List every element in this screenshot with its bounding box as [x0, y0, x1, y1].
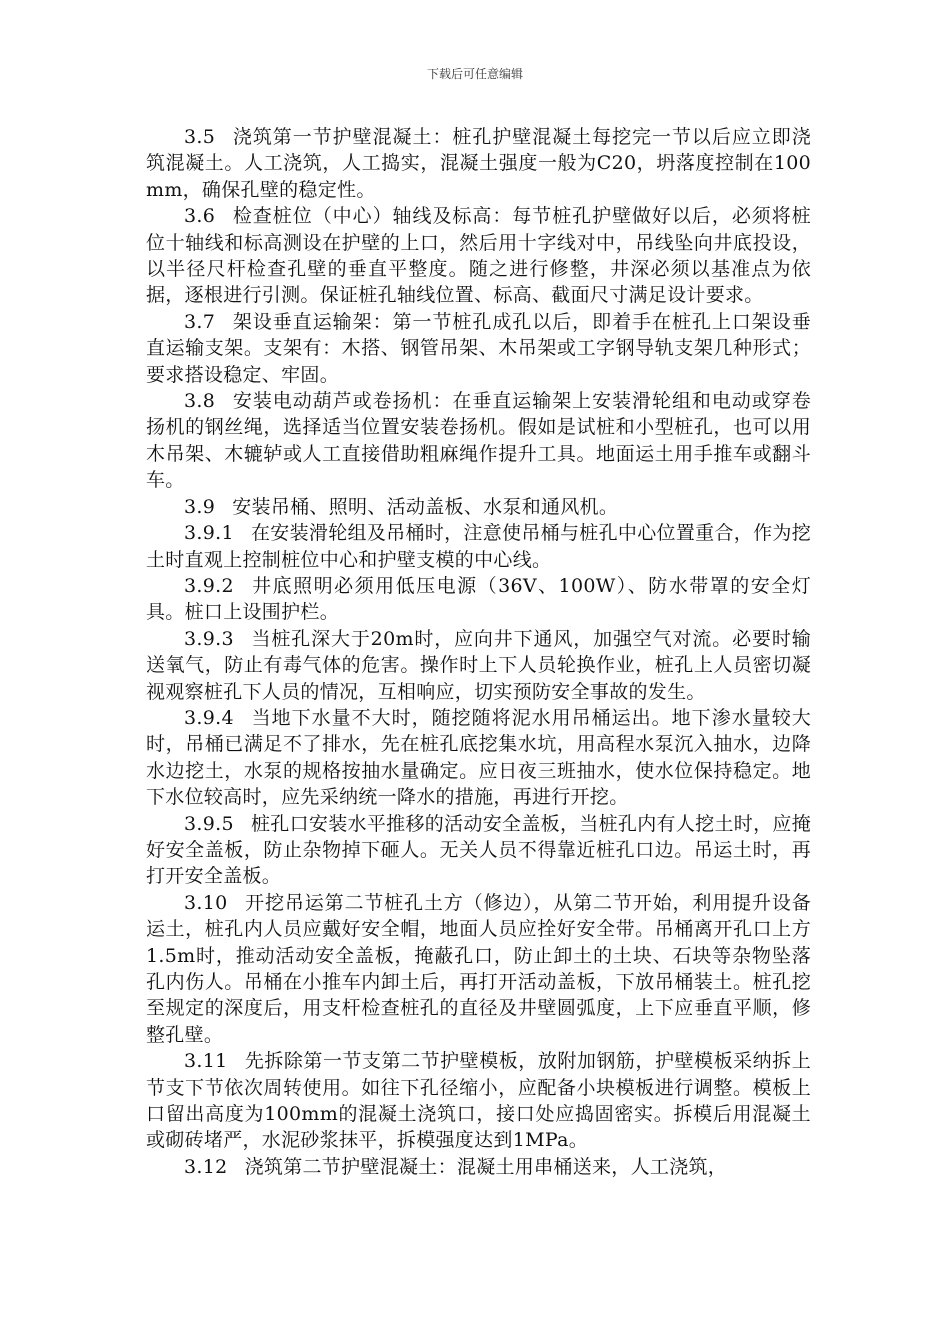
page-header: 下载后可任意编辑 — [426, 67, 523, 81]
paragraph-text: 当桩孔深大于20m时，应向井下通风，加强空气对流。必要时输送氧气，防止有毒气体的危害。操作时上下人员轮换作业，桩孔上人员密切凝视观察桩孔下人员的情况，互相响应，切实预防安全事故的发生。 — [146, 627, 811, 703]
document-body — [146, 124, 811, 1180]
paragraph-text: 架设垂直运输架：第一节桩孔成孔以后，即着手在桩孔上口架设垂直运输支架。支架有：木搭、钢管吊架、木吊架或工字钢导轨支架几种形式；要求搭设稳定、牢固。 — [146, 310, 811, 386]
paragraph-3-9 — [146, 494, 811, 520]
paragraph-text: 浇筑第一节护壁混凝土：桩孔护壁混凝土每挖完一节以后应立即浇筑混凝土。人工浇筑，人工捣实，混凝土强度一般为C20，坍落度控制在100mm，确保孔壁的稳定性。 — [146, 126, 811, 201]
paragraph-3-9-2 — [146, 573, 811, 626]
paragraph-text: 先拆除第一节支第二节护壁模板，放附加钢筋，护壁模板采纳拆上节支下节依次周转使用。如往下孔径缩小，应配备小块模板进行调整。模板上口留出高度为100mm的混凝土浇筑口，接口处应捣固密实。拆模后用混凝土或砌砖堵严，水泥砂浆抹平，拆模强度达到1MPa。 — [146, 1050, 811, 1152]
section-number: 3.9.4 — [184, 706, 234, 729]
section-number: 3.10 — [184, 891, 228, 914]
paragraph-text: 安装电动葫芦或卷扬机：在垂直运输架上安装滑轮组和电动或穿卷扬机的钢丝绳，选择适当位置安装卷扬机。假如是试桩和小型桩孔，也可以用木吊架、木辘轳或人工直接借助粗麻绳作提升工具。地面运土用手推车或翻斗车。 — [146, 390, 811, 492]
section-number: 3.9 — [184, 495, 216, 518]
paragraph-text: 井底照明必须用低压电源（36V、100W）、防水带罩的安全灯具。桩口上设围护栏。 — [146, 574, 811, 624]
paragraph-text: 浇筑第二节护壁混凝土：混凝土用串桶送来，人工浇筑， — [244, 1155, 728, 1178]
paragraph-text: 开挖吊运第二节桩孔土方（修边），从第二节开始，利用提升设备运土，桩孔内人员应戴好安全帽，地面人员应拴好安全带。吊桶离开孔口上方1.5m时，推动活动安全盖板，掩蔽孔口，防止卸土的土块、石块等杂物坠落孔内伤人。吊桶在小推车内卸土后，再打开活动盖板，下放吊桶装土。桩孔挖至规定的深度后，用支杆检查桩孔的直径及井壁圆弧度，上下应垂直平顺，修整孔壁。 — [146, 891, 811, 1046]
section-number: 3.7 — [184, 310, 216, 333]
paragraph-text: 桩孔口安装水平推移的活动安全盖板，当桩孔内有人挖土时，应掩好安全盖板，防止杂物掉下砸人。无关人员不得靠近桩孔口边。吊运土时，再打开安全盖板。 — [146, 812, 811, 888]
paragraph-text: 当地下水量不大时，随挖随将泥水用吊桶运出。地下渗水量较大时，吊桶已满足不了排水，先在桩孔底挖集水坑，用高程水泵沉入抽水，边降水边挖土，水泵的规格按抽水量确定。应日夜三班抽水，使水位保持稳定。地下水位较高时，应先采纳统一降水的措施，再进行开挖。 — [146, 706, 811, 809]
paragraph-3-7 — [146, 309, 811, 388]
paragraph-3-8 — [146, 388, 811, 494]
section-number: 3.6 — [184, 205, 216, 228]
section-number: 3.9.3 — [184, 627, 234, 650]
section-number: 3.8 — [184, 390, 216, 413]
paragraph-text: 检查桩位（中心）轴线及标高：每节桩孔护壁做好以后，必须将桩位十轴线和标高测设在护壁的上口，然后用十字线对中，吊线坠向井底投设，以半径尺杆检查孔壁的垂直平整度。随之进行修整，井深必须以基准点为依据，逐根进行引测。保证桩孔轴线位置、标高、截面尺寸满足设计要求。 — [146, 205, 811, 307]
section-number: 3.5 — [184, 126, 216, 148]
paragraph-3-11 — [146, 1048, 811, 1154]
paragraph-3-9-1 — [146, 520, 811, 573]
paragraph-3-5 — [146, 124, 811, 203]
section-number: 3.11 — [184, 1050, 228, 1073]
section-number: 3.9.5 — [184, 812, 234, 835]
paragraph-3-9-5 — [146, 811, 811, 890]
paragraph-text: 安装吊桶、照明、活动盖板、水泵和通风机。 — [232, 495, 619, 518]
paragraph-text: 在安装滑轮组及吊桶时，注意使吊桶与桩孔中心位置重合，作为挖土时直观上控制桩位中心和护壁支模的中心线。 — [146, 522, 811, 571]
section-number: 3.12 — [184, 1155, 228, 1178]
paragraph-3-6 — [146, 203, 811, 309]
section-number: 3.9.2 — [184, 574, 234, 597]
paragraph-3-9-3 — [146, 626, 811, 705]
paragraph-3-9-4 — [146, 705, 811, 811]
paragraph-3-12 — [146, 1154, 811, 1180]
section-number: 3.9.1 — [184, 522, 234, 545]
paragraph-3-10 — [146, 890, 811, 1048]
